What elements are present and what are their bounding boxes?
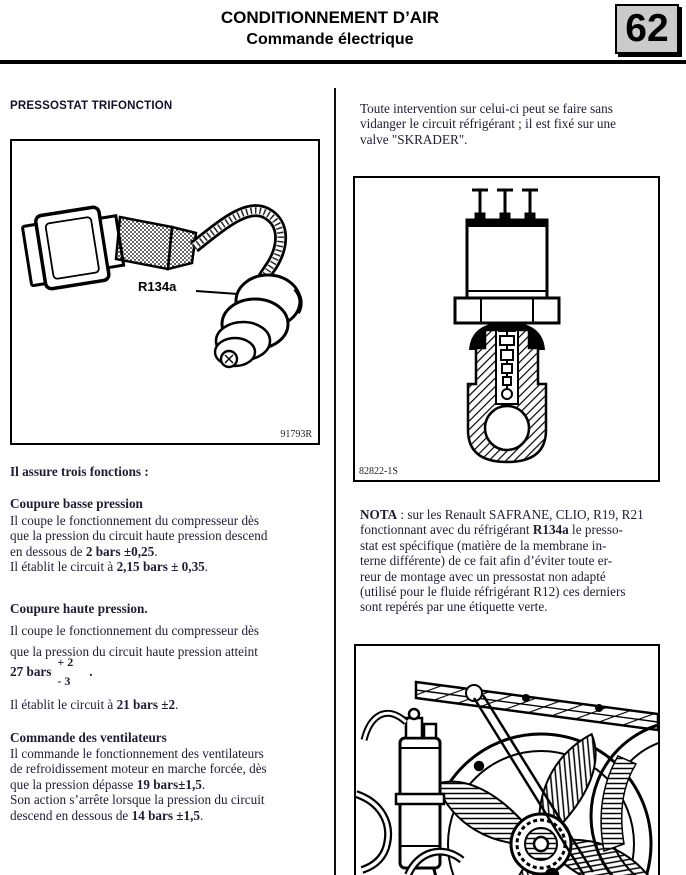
connector-plug: [21, 204, 125, 292]
fan-assembly-figure: [354, 644, 660, 875]
valve-section-illustration: [355, 178, 658, 480]
valve-port: [485, 406, 529, 450]
cable-boot: [116, 217, 196, 269]
section-title: PRESSOSTAT TRIFONCTION: [10, 100, 173, 112]
tolerance-stack: [57, 653, 73, 691]
tolerance-plus: + 2: [57, 655, 74, 669]
chapter-number-box: 62: [615, 4, 679, 54]
cable: [194, 211, 281, 284]
high-pressure-threshold: [10, 653, 93, 691]
pressure-sensor: [215, 275, 301, 367]
high-pressure-heading: Coupure haute pression.: [10, 601, 148, 616]
tolerance-minus: - 3: [57, 674, 71, 688]
threshold-value: 27 bars: [10, 664, 52, 679]
page-title: CONDITIONNEMENT D’AIR: [220, 8, 440, 27]
high-pressure-closing: Il établit le circuit à 21 bars ±2.: [10, 697, 179, 712]
refrigerant-label: R134a: [138, 279, 177, 294]
header-rule: [0, 60, 686, 64]
receiver-drier: [396, 709, 444, 868]
column-divider: [334, 88, 336, 875]
fan-assembly-illustration: [356, 646, 658, 875]
low-pressure-heading: Coupure basse pression: [10, 496, 143, 511]
functions-intro: Il assure trois fonctions :: [10, 464, 149, 479]
terminal-pins: [472, 190, 538, 220]
figure-reference: 82822-1S: [359, 466, 398, 477]
threshold-period: .: [89, 664, 93, 679]
fans-paragraph: Il commande le fonctionnement des ventilateurs de refroidissement moteur en marche forcée, dès que la pression dépasse 19 bars±1,5. Son action s’arrête lorsque la pression du circuit descend en dessous de 14 bars ±1,5.: [10, 746, 267, 823]
valve-section-figure: [353, 176, 660, 482]
fans-heading: Commande des ventilateurs: [10, 730, 167, 745]
pressostat-figure: [10, 139, 320, 445]
nota-paragraph: NOTA : sur les Renault SAFRANE, CLIO, R19, R21 fonctionnant avec du réfrigérant R134a le presso- stat est spécifique (matière de la membrane in- terne différente) de ce fait afin d’éviter toute er- reur de montage avec un pressostat non adapté (utilisé pour le fluide réfrigérant R12) ces derniers sont repérés par une étiquette verte.: [360, 507, 644, 615]
high-pressure-paragraph: Il coupe le fonctionnement du compresseur dès que la pression du circuit haute pression atteint: [10, 623, 260, 659]
figure-reference: 91793R: [280, 429, 312, 440]
valve-core: [496, 324, 518, 404]
page-subtitle: Commande électrique: [246, 31, 414, 48]
label-pointer-line: [196, 291, 238, 294]
sensor-housing: [467, 220, 547, 298]
hex-nut: [455, 298, 559, 323]
right-intro-paragraph: Toute intervention sur celui-ci peut se faire sans vidanger le circuit réfrigérant ; il est fixé sur une valve "SKRADER".: [360, 101, 616, 147]
low-pressure-paragraph: Il coupe le fonctionnement du compresseur dès que la pression du circuit haute pression descend en dessous de 2 bars ±0,25. Il établit le circuit à 2,15 bars ± 0,35.: [10, 513, 268, 575]
